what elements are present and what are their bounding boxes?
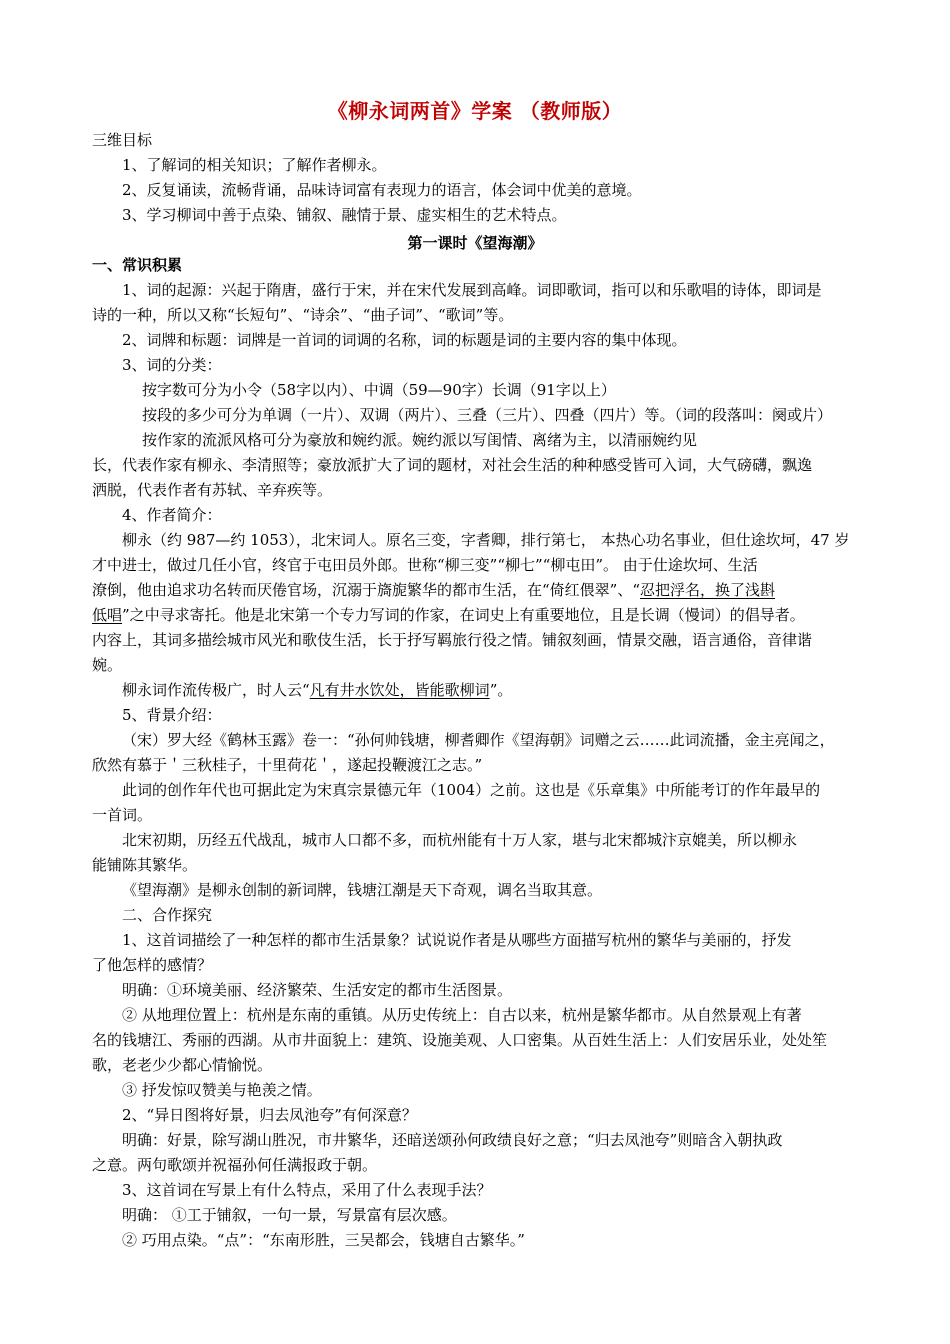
answer-line: 明确：好景，除写湖山胜况，市井繁华，还暗送颂孙何政绩良好之意；“归去凤池夸”则暗含入朝执政	[122, 1131, 783, 1149]
paragraph-line: 此词的创作年代也可据此定为宋真宗景德元年（1004）之前。这也是《乐章集》中所能考订的作年最早的	[122, 781, 821, 799]
answer-line: ③ 抒发惊叹赞美与艳羡之情。	[122, 1081, 322, 1099]
text-run: ”之中寻求寄托。他是北宋第一个专力写词的作家，在词史上有重要地位，且是长调（慢词）的倡导者。	[122, 606, 805, 624]
goal-item: 2、反复诵读，流畅背诵，品味诗词富有表现力的语言，体会词中优美的意境。	[122, 181, 642, 199]
paragraph-line: 北宋初期，历经五代战乱，城市人口都不多，而杭州能有十万人家，堪与北宋都城汴京媲美，所以柳永	[122, 831, 798, 849]
question-line: 1、这首词描绘了一种怎样的都市生活景象？试说说作者是从哪些方面描写杭州的繁华与美丽的，抒发	[122, 931, 792, 949]
paragraph-line: 一首词。	[92, 806, 153, 824]
answer-line: 名的钱塘江、秀丽的西湖。从市井面貌上：建筑、设施美观、人口密集。从百姓生活上：人们安居乐业，处处笙	[92, 1031, 828, 1049]
text-run: 柳永词作流传极广，时人云“	[122, 681, 310, 699]
answer-line: ② 从地理位置上：杭州是东南的重镇。从历史传统上：自古以来，杭州是繁华都市。从自然景观上有著	[122, 1006, 802, 1024]
text-run: 潦倒，他由追求功名转而厌倦官场，沉溺于旖旎繁华的都市生活，在“倚红偎翠”、“	[92, 581, 641, 599]
answer-line: 歌，老老少少都心情愉悦。	[92, 1056, 273, 1074]
paragraph-line: 洒脱，代表作者有苏轼、辛弃疾等。	[92, 481, 333, 499]
paragraph-line: （宋）罗大经《鹤林玉露》卷一：“孙何帅钱塘，柳耆卿作《望海朝》词赠之云……此词流播，金主亮闻之，	[122, 731, 835, 749]
paragraph-line: 柳永（约 987—约 1053），北宋词人。原名三变，字耆卿，排行第七， 本热心功名事业，但仕途坎坷，47 岁	[122, 531, 850, 549]
paragraph-line: 按作家的流派风格可分为豪放和婉约派。婉约派以写闺情、离绪为主，以清丽婉约见	[142, 431, 698, 449]
part2-heading: 二、合作探究	[122, 906, 213, 924]
section-goals-heading: 三维目标	[92, 131, 153, 149]
paragraph-line: 2、词牌和标题：词牌是一首词的词调的名称，词的标题是词的主要内容的集中体现。	[122, 331, 687, 349]
paragraph-line: 诗的一种，所以又称“长短句”、“诗余”、“曲子词”、“歌词”等。	[92, 306, 514, 324]
part1-heading: 一、常识积累	[92, 256, 183, 274]
goal-item: 3、学习柳词中善于点染、铺叙、融情于景、虚实相生的艺术特点。	[122, 206, 567, 224]
paragraph-line: 1、词的起源：兴起于隋唐，盛行于宋，并在宋代发展到高峰。词即歌词，指可以和乐歌唱的诗体，即词是	[122, 281, 822, 299]
lesson-title: 第一课时《望海潮》	[407, 234, 543, 252]
paragraph-line: 《望海潮》是柳永创制的新词牌，钱塘江潮是天下奇观，调名当取其意。	[122, 881, 603, 899]
paragraph-line: 能铺陈其繁华。	[92, 856, 198, 874]
paragraph-line: 内容上，其词多描绘城市风光和歌伎生活，长于抒写羁旅行役之情。铺叙刻画，情景交融，语言通俗，音律谐	[92, 631, 813, 649]
paragraph-line: 才中进士，做过几任小官，终官于屯田员外郎。世称“柳三变”“柳七”“柳屯田”。 由于仕途坎坷、生活	[92, 556, 758, 574]
paragraph-line: 按字数可分为小令（58字以内）、中调（59—90字）长调（91字以上）	[142, 381, 616, 399]
question-line: 3、这首词在写景上有什么特点，采用了什么表现手法？	[122, 1181, 492, 1199]
page-title: 《柳永词两首》学案 （教师版）	[327, 99, 623, 123]
answer-line: 之意。两句歌颂并祝福孙何任满报政于朝。	[92, 1156, 378, 1174]
paragraph-line	[92, 580, 775, 600]
paragraph-line: 3、词的分类：	[122, 356, 222, 374]
text-run: ”。	[489, 681, 513, 699]
question-line: 了他怎样的感情？	[92, 956, 213, 974]
answer-line: 明确： ①工于铺叙，一句一景，写景富有层次感。	[122, 1206, 457, 1224]
paragraph-line: 按段的多少可分为单调（一片）、双调（两片）、三叠（三片）、四叠（四片）等。（词的段落叫：阕或片）	[142, 406, 833, 424]
author-heading: 4、作者简介：	[122, 506, 222, 524]
answer-line: 明确：①环境美丽、经济繁荣、生活安定的都市生活图景。	[122, 981, 513, 999]
paragraph-line	[92, 605, 805, 625]
goal-item: 1、了解词的相关知识；了解作者柳永。	[122, 156, 387, 174]
paragraph-line: 欣然有慕于＇三秋桂子，十里荷花＇，遂起投鞭渡江之志。”	[92, 756, 483, 774]
answer-line: ② 巧用点染。“点”：“东南形胜，三吴都会，钱塘自古繁华。”	[122, 1231, 525, 1249]
underlined-quote: 凡有井水饮处，皆能歌柳词	[309, 681, 490, 699]
underlined-quote: 低唱	[92, 606, 123, 624]
paragraph-line: 婉。	[92, 656, 123, 674]
paragraph-line: 长，代表作家有柳永、李清照等；豪放派扩大了词的题材，对社会生活的种种感受皆可入词，大气磅礴，飘逸	[92, 456, 813, 474]
background-heading: 5、背景介绍：	[122, 706, 222, 724]
paragraph-line	[122, 680, 512, 700]
question-line: 2、“异日图将好景，归去凤池夸”有何深意？	[122, 1106, 417, 1124]
underlined-quote: 忍把浮名，换了浅斟	[640, 581, 776, 599]
